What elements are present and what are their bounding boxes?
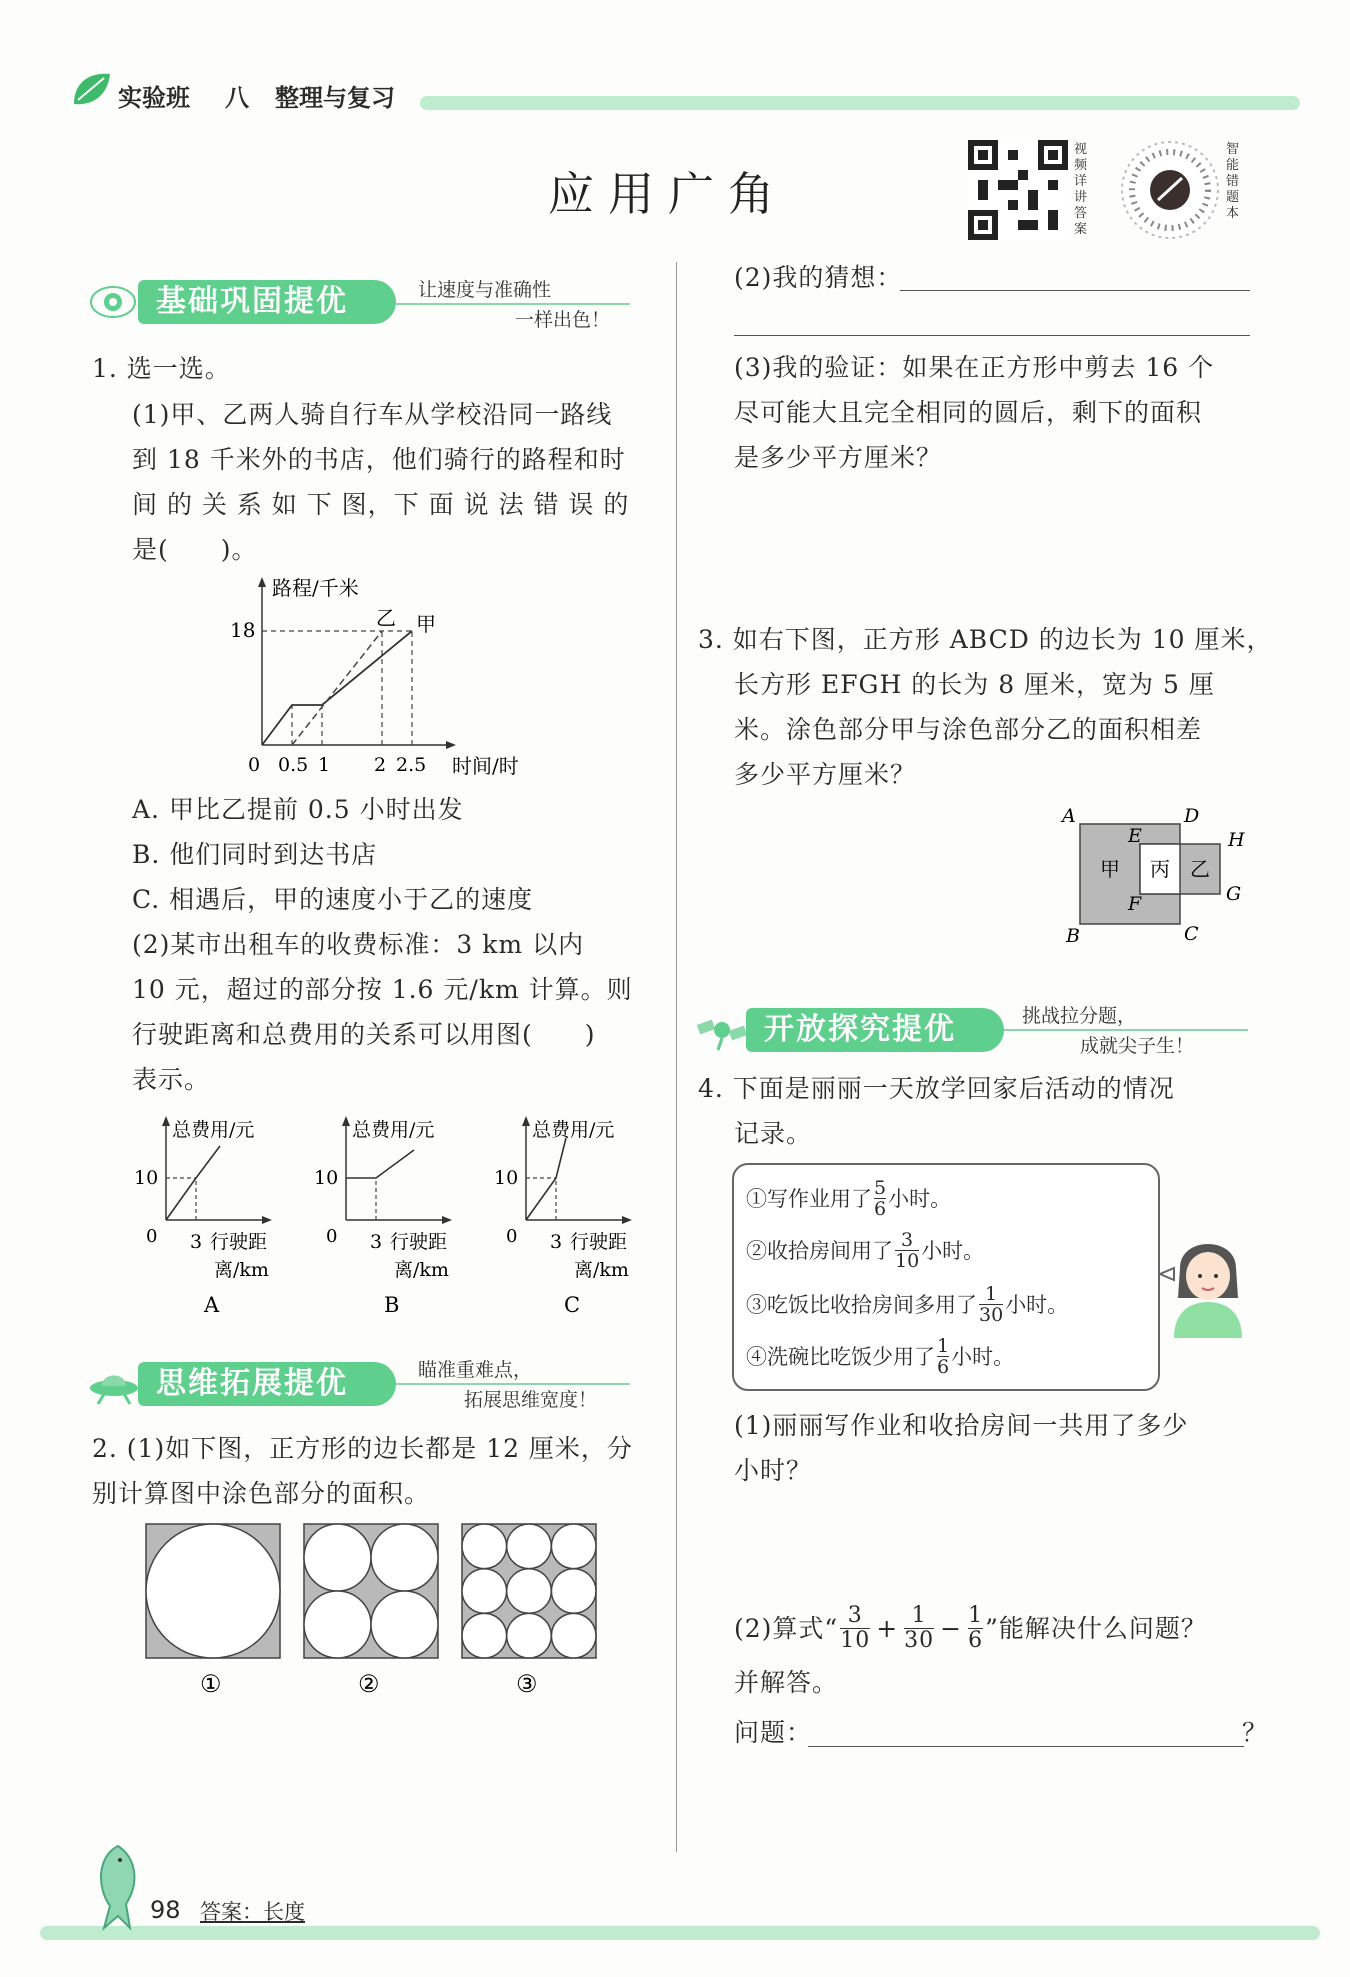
q1-heading: 1. 选一选。 xyxy=(92,354,231,383)
svg-text:总费用/元: 总费用/元 xyxy=(532,1119,615,1141)
svg-text:0: 0 xyxy=(326,1226,338,1247)
page-number: 98 xyxy=(150,1896,181,1924)
section-rule xyxy=(396,1383,630,1385)
figure-label-2: ② xyxy=(358,1670,380,1698)
q4-sub2-line2: 并解答。 xyxy=(734,1668,839,1697)
graph-xlabel: 时间/时 xyxy=(452,754,519,778)
svg-text:C: C xyxy=(564,1293,581,1317)
region-jia: 甲 xyxy=(1100,857,1120,881)
guess-answer-line[interactable] xyxy=(900,290,1250,291)
svg-text:离/km: 离/km xyxy=(574,1259,629,1281)
slogan-thinking-2: 拓展思维宽度！ xyxy=(464,1389,598,1411)
svg-text:D: D xyxy=(1184,805,1200,827)
q2-verify-line3: 是多少平方厘米？ xyxy=(734,443,943,472)
fare-graph-a xyxy=(130,1108,306,1328)
q1-option-b: B. 他们同时到达书店 xyxy=(132,840,378,869)
mistake-book-label: 智能错题本 xyxy=(1226,142,1240,221)
q1-p1-line4: 是( )。 xyxy=(132,535,258,564)
q2-guess-label: (2)我的猜想： xyxy=(734,263,903,292)
record-item-3: ③吃饭比收拾房间多用了 $\frac{1}{30}$ 小时。 xyxy=(746,1282,1069,1326)
graph-xtick-0: 0 xyxy=(248,754,261,776)
svg-text:总费用/元: 总费用/元 xyxy=(172,1119,255,1141)
distance-time-graph xyxy=(220,575,560,785)
q1-option-c: C. 相遇后，甲的速度小于乙的速度 xyxy=(132,885,534,914)
dolphin-icon xyxy=(88,1842,148,1932)
question-mark: ？ xyxy=(1242,1718,1269,1747)
q2-line2: 别计算图中涂色部分的面积。 xyxy=(92,1479,431,1508)
section-title-thinking: 思维拓展提优 xyxy=(138,1362,396,1406)
svg-text:A: A xyxy=(204,1293,220,1317)
svg-text:E: E xyxy=(1128,825,1142,847)
record-box xyxy=(732,1163,1160,1391)
svg-text:10: 10 xyxy=(134,1167,159,1189)
svg-text:离/km: 离/km xyxy=(214,1259,269,1281)
q1-p2-line3: 行驶距离和总费用的关系可以用图( ) xyxy=(132,1020,596,1049)
q4-sub2-line1: (2)算式“ $\frac{3}{10}$ + $\frac{1}{30}$ − $\frac{1}{6}$ ”能解决什么问题？ xyxy=(734,1602,1207,1653)
q1-p2-line1: (2)某市出租车的收费标准：3 km 以内 xyxy=(132,930,585,959)
record-item-4: ④洗碗比吃饭少用了 $\frac{1}{6}$ 小时。 xyxy=(746,1334,1015,1378)
svg-text:10: 10 xyxy=(314,1167,339,1189)
q1-p2-line2: 10 元，超过的部分按 1.6 元/km 计算。则 xyxy=(132,975,633,1004)
q1-p2-line4: 表示。 xyxy=(132,1065,211,1094)
q4-sub1-line1: (1)丽丽写作业和收拾房间一共用了多少 xyxy=(734,1411,1189,1440)
page-title: 应用广角 xyxy=(548,167,788,221)
svg-text:离/km: 离/km xyxy=(394,1259,449,1281)
q4-sub1-line2: 小时？ xyxy=(734,1456,813,1485)
satellite-icon xyxy=(694,1008,750,1052)
unit-number: 八 xyxy=(225,84,249,112)
svg-text:总费用/元: 总费用/元 xyxy=(352,1119,435,1141)
qr-code-icon xyxy=(968,140,1068,240)
q3-line2: 长方形 EFGH 的长为 8 厘米，宽为 5 厘 xyxy=(734,670,1215,699)
series-name: 实验班 xyxy=(118,84,190,112)
graph-ytick-18: 18 xyxy=(230,618,256,642)
svg-text:B: B xyxy=(1066,925,1080,947)
section-title-basic: 基础巩固提优 xyxy=(138,280,396,324)
svg-text:3: 3 xyxy=(190,1231,203,1253)
svg-text:0: 0 xyxy=(506,1226,518,1247)
svg-text:3: 3 xyxy=(370,1231,383,1253)
svg-text:C: C xyxy=(1184,923,1199,945)
slogan-explore-2: 成就尖子生！ xyxy=(1080,1035,1195,1057)
q1-p1-line3: 间 的 关 系 如 下 图，下 面 说 法 错 误 的 xyxy=(132,490,630,519)
slogan-basic-1: 让速度与准确性 xyxy=(418,279,552,301)
slogan-basic-2: 一样出色！ xyxy=(515,309,611,331)
qr-video-label: 视频详讲答案 xyxy=(1074,142,1088,237)
graph-ylabel: 路程/千米 xyxy=(272,576,359,600)
slogan-explore-1: 挑战拉分题， xyxy=(1022,1005,1137,1027)
graph-xtick-1: 1 xyxy=(318,754,331,776)
q1-p1-line2: 到 18 千米外的书店，他们骑行的路程和时 xyxy=(132,445,626,474)
svg-text:行驶距: 行驶距 xyxy=(210,1231,268,1253)
question-label: 问题： xyxy=(734,1718,813,1747)
svg-text:行驶距: 行驶距 xyxy=(570,1231,628,1253)
q2-verify-line2: 尽可能大且完全相同的圆后，剩下的面积 xyxy=(734,398,1203,427)
girl-illustration-icon xyxy=(1160,1228,1256,1338)
svg-text:10: 10 xyxy=(494,1167,519,1189)
q3-line4: 多少平方厘米？ xyxy=(734,760,917,789)
svg-text:行驶距: 行驶距 xyxy=(390,1231,448,1253)
q4-line2: 记录。 xyxy=(734,1119,813,1148)
column-divider xyxy=(676,262,677,1852)
graph-xtick-25: 2.5 xyxy=(396,754,427,776)
figure-label-1: ① xyxy=(200,1670,222,1698)
graph-label-yi: 乙 xyxy=(376,606,396,630)
record-item-2: ②收拾房间用了 $\frac{3}{10}$ 小时。 xyxy=(746,1228,985,1272)
q3-line3: 米。涂色部分甲与涂色部分乙的面积相差 xyxy=(734,715,1203,744)
header-stripe xyxy=(420,96,1300,110)
q1-p1-line1: (1)甲、乙两人骑自行车从学校沿同一路线 xyxy=(132,400,613,429)
target-icon xyxy=(88,280,138,324)
region-yi: 乙 xyxy=(1190,857,1210,881)
square-rectangle-figure xyxy=(1050,800,1260,950)
line-yi xyxy=(292,631,382,745)
square-circle-figures xyxy=(140,1520,610,1700)
region-bing: 丙 xyxy=(1150,857,1170,881)
graph-xtick-2: 2 xyxy=(374,754,387,776)
graph-xtick-05: 0.5 xyxy=(278,754,309,776)
svg-text:G: G xyxy=(1226,883,1242,905)
question-answer-line[interactable] xyxy=(808,1746,1244,1747)
fare-graph-c xyxy=(490,1108,666,1328)
answer-key-label: 答案：长度 xyxy=(200,1900,305,1924)
q2-verify-line1: (3)我的验证：如果在正方形中剪去 16 个 xyxy=(734,353,1215,382)
fare-graph-b xyxy=(310,1108,486,1328)
section-rule xyxy=(396,303,630,305)
svg-text:A: A xyxy=(1062,805,1076,827)
figure-label-3: ③ xyxy=(516,1670,538,1698)
leaf-logo-icon xyxy=(70,70,112,108)
q1-option-a: A. 甲比乙提前 0.5 小时出发 xyxy=(132,795,464,824)
svg-text:3: 3 xyxy=(550,1231,563,1253)
svg-text:F: F xyxy=(1128,893,1142,915)
unit-title: 整理与复习 xyxy=(275,84,395,112)
record-item-1: ①写作业用了 $\frac{5}{6}$ 小时。 xyxy=(746,1176,952,1220)
slogan-thinking-1: 瞄准重难点， xyxy=(418,1359,533,1381)
q4-line1: 4. 下面是丽丽一天放学回家后活动的情况 xyxy=(698,1074,1175,1103)
svg-text:B: B xyxy=(384,1293,400,1317)
footer-stripe xyxy=(40,1926,1320,1940)
ufo-icon xyxy=(88,1362,140,1406)
section-rule xyxy=(1004,1029,1248,1031)
svg-text:0: 0 xyxy=(146,1226,158,1247)
mini-program-code-icon xyxy=(1118,138,1222,242)
svg-text:H: H xyxy=(1228,829,1245,851)
q2-line1: 2. (1)如下图，正方形的边长都是 12 厘米，分 xyxy=(92,1434,633,1463)
guess-answer-line-2[interactable] xyxy=(734,335,1250,336)
section-title-explore: 开放探究提优 xyxy=(746,1008,1004,1052)
q3-line1: 3. 如右下图，正方形 ABCD 的边长为 10 厘米， xyxy=(698,625,1273,654)
graph-label-jia: 甲 xyxy=(416,612,436,636)
